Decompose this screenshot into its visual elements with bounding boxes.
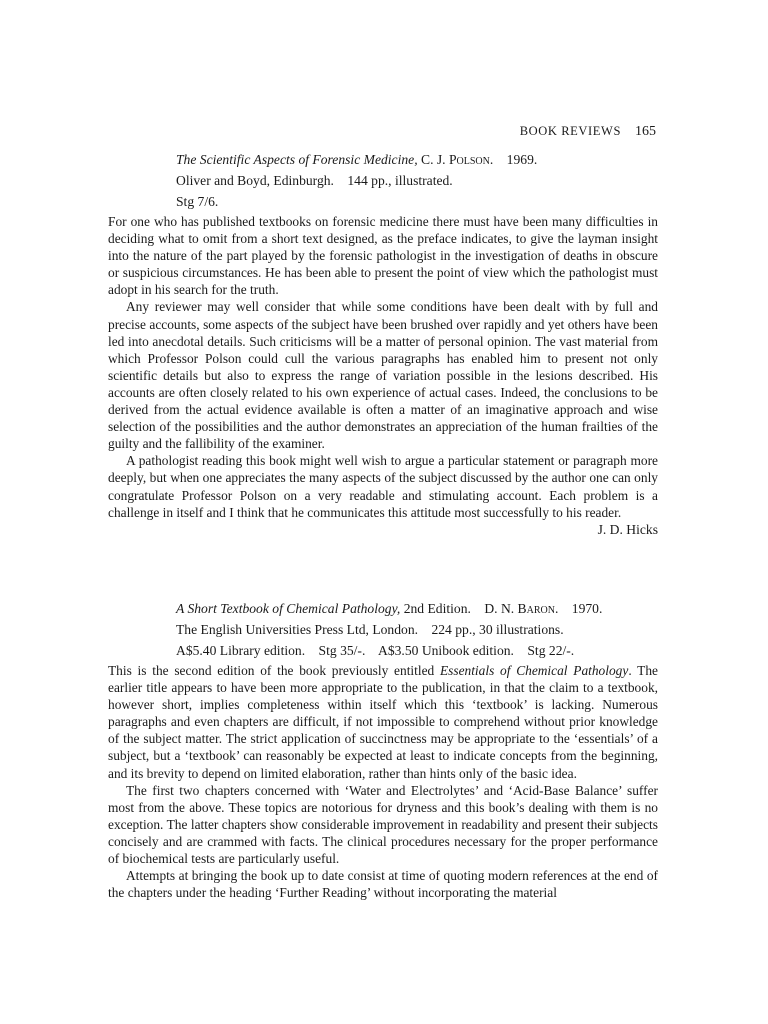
previous-title: Essentials of Chemical Pathology bbox=[439, 663, 629, 678]
paragraph: Attempts at bringing the book up to date consist at time of quoting modern references at the end of the chapters under the heading ‘Further Reading’ without incorporating the material bbox=[108, 868, 658, 901]
review-polson bbox=[108, 149, 658, 539]
publisher: The English Universities Press Ltd, London. bbox=[176, 622, 419, 637]
citation-line-1 bbox=[176, 598, 658, 619]
citation-line-3 bbox=[176, 191, 658, 212]
paragraph bbox=[108, 662, 658, 782]
price-unibook-stg: Stg 22/-. bbox=[527, 643, 575, 658]
publication-year: 1969. bbox=[506, 152, 538, 167]
price: Stg 7/6. bbox=[176, 194, 219, 209]
paragraph: The first two chapters concerned with ‘Water and Electrolytes’ and ‘Acid-Base Balance’ suffer most from the above. These topics are notorious for dryness and this book’s dealing with them is no exception. The latter chapters show considerable improvement in readability and present their subjects concisely and are crammed with facts. The clinical procedures necessary for the proper performance of biochemical tests are particularly useful. bbox=[108, 782, 658, 867]
price-unibook: A$3.50 Unibook edition. bbox=[378, 643, 514, 658]
book-edition: 2nd Edition. bbox=[403, 601, 471, 616]
book-title: The Scientific Aspects of Forensic Medicine, bbox=[176, 152, 418, 167]
paragraph: Any reviewer may well consider that while some conditions have been dealt with by full and precise accounts, some aspects of the subject have been brushed over rapidly and yet others have been led into anecdotal details. Such criticisms will be a matter of personal opinion. The vast material from which Professor Polson could cull the various paragraphs has enabled him to present not only scientific details but also to express the range of variation possible in the lesions described. His accounts are often closely related to his own experience of actual cases. Indeed, the conclusions to be derived from the actual evidence available is often a matter of an imaginative approach and wise selection of the possibilities and the author demonstrates an appreciation of the human frailties of the guilty and the fallibility of the examiner. bbox=[108, 299, 658, 452]
publisher: Oliver and Boyd, Edinburgh. bbox=[176, 173, 334, 188]
paragraph: A pathologist reading this book might well wish to argue a particular statement or paragraph more deeply, but when one appreciates the many aspects of the subject discussed by the author one can only congratulate Professor Polson on a very readable and stimulating account. Each problem is a challenge in itself and I think that he communicates this attitude most successfully to his reader. bbox=[108, 453, 658, 520]
book-author: D. N. Baron. bbox=[484, 601, 559, 616]
running-head bbox=[108, 123, 656, 140]
citation-line-2 bbox=[176, 170, 658, 191]
paragraph: For one who has published textbooks on forensic medicine there must have been many difficulties in deciding what to omit from a short text designed, as the preface indicates, to give the layman insight into the nature of the part played by the forensic pathologist in the investigation of deaths in obscure or suspicious circumstances. He has been able to present the point of view which the pathologist must adopt in his search for the truth. bbox=[108, 214, 658, 298]
paragraph-text: This is the second edition of the book previously entitled bbox=[108, 663, 440, 678]
book-citation bbox=[108, 598, 658, 661]
price-library-stg: Stg 35/-. bbox=[318, 643, 366, 658]
reviewer-signature: J. D. Hicks bbox=[597, 521, 658, 537]
citation-line-1 bbox=[176, 149, 658, 170]
book-title: A Short Textbook of Chemical Pathology, bbox=[176, 601, 401, 616]
publication-year: 1970. bbox=[571, 601, 603, 616]
price-library: A$5.40 Library edition. bbox=[176, 643, 306, 658]
book-citation bbox=[108, 149, 658, 212]
section-title: BOOK REVIEWS bbox=[519, 124, 621, 138]
citation-line-3 bbox=[176, 640, 658, 661]
review-body bbox=[108, 662, 658, 901]
page-count: 224 pp., 30 illustrations. bbox=[431, 622, 564, 637]
citation-line-2 bbox=[176, 619, 658, 640]
review-baron bbox=[108, 598, 658, 901]
page-number: 165 bbox=[635, 124, 656, 139]
review-body bbox=[108, 213, 658, 521]
paragraph-text: . The earlier title appears to have been more appropriate to the publication, in that the claim to a textbook, however short, implies completeness within itself which this ‘textbook’ is lacking. Numerous paragraphs and even chapters are difficult, if not impossible to comprehend without prior knowledge of the subject matter. The strict application of succinctness may be appropriate to the ‘essentials’ of a subject, but a ‘textbook’ can reasonably be expected at least to indicate concepts from the beginning, and its brevity to depend on limited elaboration, rather than hints only of the basic idea. bbox=[108, 663, 658, 781]
book-author: C. J. Polson. bbox=[421, 152, 494, 167]
page-count: 144 pp., illustrated. bbox=[347, 173, 453, 188]
